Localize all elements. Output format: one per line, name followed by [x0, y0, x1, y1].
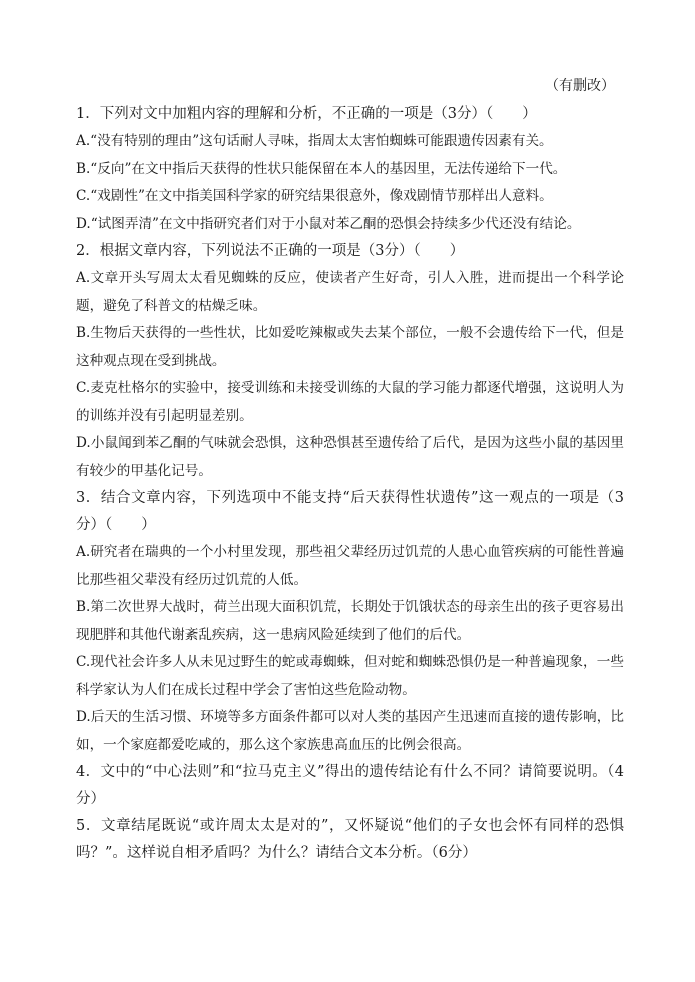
question-3-stem: 3．结合文章内容，下列选项中不能支持“后天获得性状遗传”这一观点的一项是（3分）（ ）	[76, 490, 624, 533]
question-5-stem: 5．文章结尾既说“或许周太太是对的”，又怀疑说“他们的子女也会怀有同样的恐惧吗？”。这样说自相矛盾吗？为什么？请结合文本分析。（6分）	[76, 818, 624, 861]
question-2-option-b: B.生物后天获得的一些性状，比如爱吃辣椒或失去某个部位，一般不会遗传给下一代，但是这种观点现在受到挑战。	[76, 325, 624, 369]
question-2-option-a: A.文章开头写周太太看见蜘蛛的反应，使读者产生好奇，引人入胜，进而提出一个科学论题，避免了科普文的枯燥乏味。	[76, 270, 624, 314]
question-3-option-d: D.后天的生活习惯、环境等多方面条件都可以对人类的基因产生迅速而直接的遗传影响，比如，一个家庭都爱吃咸的，那么这个家族患高血压的比例会很高。	[76, 709, 624, 753]
question-3-option-a: A.研究者在瑞典的一个小村里发现，那些祖父辈经历过饥荒的人患心血管疾病的可能性普遍比那些祖父辈没有经历过饥荒的人低。	[76, 544, 624, 588]
question-1-stem: 1．下列对文中加粗内容的理解和分析，不正确的一项是（3分）（ ）	[76, 106, 537, 122]
question-list	[76, 101, 624, 867]
question-3-option-b: B.第二次世界大战时，荷兰出现大面积饥荒，长期处于饥饿状态的母亲生出的孩子更容易出现肥胖和其他代谢紊乱疾病，这一患病风险延续到了他们的后代。	[76, 599, 624, 643]
source-note: （有删改）	[545, 78, 615, 94]
question-3-option-c: C.现代社会许多人从未见过野生的蛇或毒蜘蛛，但对蛇和蜘蛛恐惧仍是一种普遍现象，一些科学家认为人们在成长过程中学会了害怕这些危险动物。	[76, 654, 624, 698]
question-2-option-c: C.麦克杜格尔的实验中，接受训练和未接受训练的大鼠的学习能力都逐代增强，这说明人为的训练并没有引起明显差别。	[76, 380, 624, 424]
question-4-stem: 4．文中的“中心法则”和“拉马克主义”得出的遗传结论有什么不同？请简要说明。（4分）	[76, 764, 624, 807]
question-1-option-d: D.“试图弄清”在文中指研究者们对于小鼠对苯乙酮的恐惧会持续多少代还没有结论。	[76, 215, 581, 232]
question-1-option-c: C.“戏剧性”在文中指美国科学家的研究结果很意外，像戏剧情节那样出人意料。	[76, 188, 553, 204]
question-1-option-a: A.“没有特别的理由”这句话耐人寻味，指周太太害怕蜘蛛可能跟遗传因素有关。	[76, 133, 553, 149]
question-2-stem: 2．根据文章内容，下列说法不正确的一项是（3分）（ ）	[76, 243, 465, 259]
question-1-option-b: B.“反向”在文中指后天获得的性状只能保留在本人的基因里，无法传递给下一代。	[76, 160, 567, 177]
question-2-option-d: D.小鼠闻到苯乙酮的气味就会恐惧，这种恐惧甚至遗传给了后代，是因为这些小鼠的基因里有较少的甲基化记号。	[76, 435, 624, 479]
